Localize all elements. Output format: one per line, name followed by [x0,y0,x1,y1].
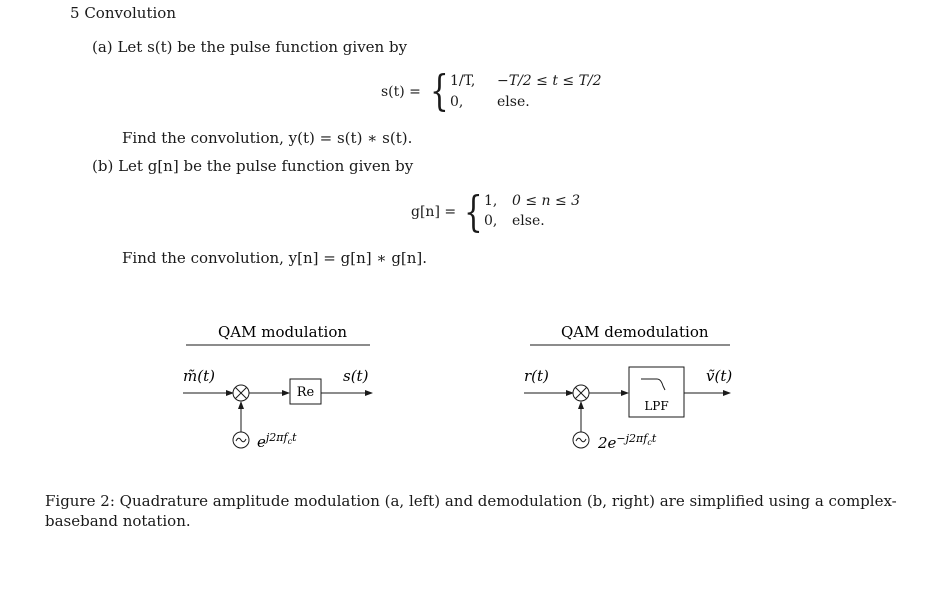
part-b-task: Find the convolution, y[n] = g[n] ∗ g[n]. [122,249,428,267]
part-a-case1-value: 1/T, [450,73,476,89]
part-a-intro: Let s(t) be the pulse function given by [117,38,408,56]
part-a-case1-cond: −T/2 ≤ t ≤ T/2 [497,73,602,89]
demodulation-carrier-sub: c [647,438,652,447]
demodulation-carrier-base: 2e [598,434,617,452]
modulation-input-label: m̃(t) [183,367,215,385]
part-b-intro: Let g[n] be the pulse function given by [118,157,414,175]
modulation-carrier-tail: t [292,431,297,444]
modulation-title: QAM modulation [218,323,348,341]
demodulation-diagram [524,323,732,452]
part-b-case2-value: 0, [484,213,498,229]
modulation-output-label: s(t) [343,367,369,385]
oscillator-icon [573,432,589,448]
figure-caption-line2: baseband notation. [45,512,191,530]
demodulation-title: QAM demodulation [561,323,709,341]
demodulation-output-label: ṽ(t) [706,367,733,385]
modulation-carrier-exp: j2πf [265,431,288,444]
part-a-brace: { [430,66,449,115]
part-a-eq-lhs: s(t) = [381,84,421,100]
demodulation-carrier-exp: −j2πf [616,432,648,445]
modulation-carrier-sub: c [287,437,293,446]
part-a-task: Find the convolution, y(t) = s(t) ∗ s(t). [122,129,413,147]
part-b-case2-cond: else. [512,213,545,229]
demodulation-carrier-tail: t [651,432,657,445]
section-number: 5 [70,4,80,22]
figure-label: Figure 2: [45,492,115,510]
modulation-diagram [183,323,372,451]
figure-caption-text: Quadrature amplitude modulation (a, left) and demodulation (b, right) are simplified using a complex- [119,492,897,510]
section-title: Convolution [84,4,176,22]
modulation-carrier-label [257,431,297,451]
part-b-case1-value: 1, [484,193,498,209]
oscillator-icon [233,432,249,448]
part-b-case1-cond: 0 ≤ n ≤ 3 [512,193,581,209]
modulation-carrier-base: e [257,433,266,451]
demodulation-input-label: r(t) [524,367,549,385]
figure-caption-line1 [45,492,897,510]
multiplier-icon [573,385,589,401]
multiplier-icon [233,385,249,401]
demodulation-carrier-label [597,432,657,452]
part-a-label: (a) [92,38,113,56]
part-b-brace: { [464,187,483,236]
part-a-case2-value: 0, [450,94,464,110]
lpf-block-label: LPF [644,399,669,413]
part-b-label: (b) [92,157,114,175]
re-block-label: Re [296,385,315,400]
part-b-eq-lhs: g[n] = [411,204,457,220]
part-a-case2-cond: else. [497,94,530,110]
